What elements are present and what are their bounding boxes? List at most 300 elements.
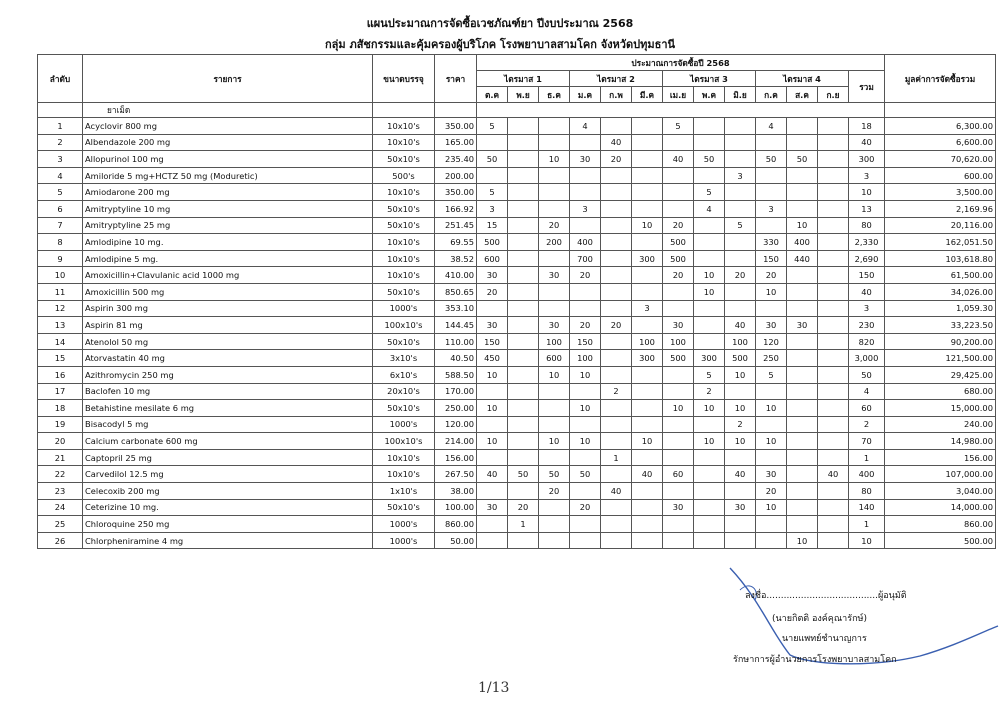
unit-price: 200.00 — [435, 167, 477, 184]
month-quantity — [601, 400, 632, 417]
pack-size: 10x10's — [373, 134, 435, 151]
total-value: 20,116.00 — [885, 217, 996, 234]
month-quantity — [818, 283, 849, 300]
month-quantity — [787, 416, 818, 433]
header-month: ก.ค — [756, 87, 787, 103]
month-quantity: 20 — [570, 317, 601, 334]
month-quantity — [818, 317, 849, 334]
month-quantity — [694, 466, 725, 483]
month-quantity: 100 — [663, 333, 694, 350]
month-quantity — [787, 499, 818, 516]
month-quantity — [694, 449, 725, 466]
month-quantity — [756, 217, 787, 234]
total-value: 29,425.00 — [885, 366, 996, 383]
month-quantity — [508, 184, 539, 201]
month-quantity — [725, 283, 756, 300]
month-quantity: 100 — [725, 333, 756, 350]
month-quantity — [601, 499, 632, 516]
table-row — [38, 400, 996, 417]
total-quantity: 40 — [849, 283, 885, 300]
month-quantity: 10 — [632, 433, 663, 450]
month-quantity — [570, 516, 601, 533]
drug-name: Albendazole 200 mg — [83, 134, 373, 151]
drug-name: Betahistine mesilate 6 mg — [83, 400, 373, 417]
month-quantity — [818, 250, 849, 267]
unit-price: 40.50 — [435, 350, 477, 367]
row-number: 6 — [38, 200, 83, 217]
month-quantity — [694, 516, 725, 533]
header-month: พ.ย — [508, 87, 539, 103]
signer-acting-position: รักษาการผู้อำนวยการโรงพยาบาลสามโคก — [733, 655, 897, 665]
row-number: 11 — [38, 283, 83, 300]
drug-name: Amoxicillin 500 mg — [83, 283, 373, 300]
month-quantity: 3 — [632, 300, 663, 317]
header-month: ม.ค — [570, 87, 601, 103]
drug-name: Amoxicillin+Clavulanic acid 1000 mg — [83, 267, 373, 284]
total-value: 600.00 — [885, 167, 996, 184]
table-row — [38, 466, 996, 483]
month-quantity — [787, 118, 818, 135]
table-row — [38, 383, 996, 400]
month-quantity — [508, 134, 539, 151]
month-quantity — [787, 400, 818, 417]
month-quantity — [632, 449, 663, 466]
month-quantity: 3 — [570, 200, 601, 217]
header-price: ราคา — [435, 55, 477, 103]
month-quantity: 5 — [477, 118, 508, 135]
month-quantity: 20 — [477, 283, 508, 300]
month-quantity: 10 — [725, 366, 756, 383]
total-value: 90,200.00 — [885, 333, 996, 350]
row-number: 17 — [38, 383, 83, 400]
month-quantity: 20 — [539, 217, 570, 234]
month-quantity: 150 — [477, 333, 508, 350]
month-quantity — [632, 366, 663, 383]
month-quantity — [632, 283, 663, 300]
month-quantity — [477, 483, 508, 500]
table-row — [38, 250, 996, 267]
month-quantity — [725, 516, 756, 533]
total-quantity: 60 — [849, 400, 885, 417]
unit-price: 251.45 — [435, 217, 477, 234]
month-quantity — [787, 167, 818, 184]
row-number: 4 — [38, 167, 83, 184]
drug-name: Amlodipine 5 mg. — [83, 250, 373, 267]
month-quantity — [725, 449, 756, 466]
month-quantity: 30 — [756, 317, 787, 334]
pack-size: 50x10's — [373, 217, 435, 234]
month-quantity — [632, 483, 663, 500]
month-quantity — [508, 151, 539, 168]
unit-price: 350.00 — [435, 118, 477, 135]
total-value: 2,169.96 — [885, 200, 996, 217]
month-quantity — [818, 151, 849, 168]
month-quantity — [539, 400, 570, 417]
month-quantity — [818, 350, 849, 367]
month-quantity — [818, 267, 849, 284]
month-quantity — [539, 283, 570, 300]
signature-line: ลงชื่อ.......................................ผู้อนุมัติ — [745, 591, 907, 601]
month-quantity — [725, 250, 756, 267]
total-value: 34,026.00 — [885, 283, 996, 300]
month-quantity: 10 — [694, 283, 725, 300]
total-quantity: 2,330 — [849, 234, 885, 251]
month-quantity: 30 — [756, 466, 787, 483]
month-quantity — [508, 350, 539, 367]
unit-price: 250.00 — [435, 400, 477, 417]
month-quantity — [477, 416, 508, 433]
month-quantity: 500 — [663, 350, 694, 367]
month-quantity — [787, 267, 818, 284]
month-quantity — [477, 167, 508, 184]
month-quantity — [787, 449, 818, 466]
month-quantity — [818, 134, 849, 151]
row-number: 13 — [38, 317, 83, 334]
month-quantity — [632, 167, 663, 184]
month-quantity — [539, 416, 570, 433]
unit-price: 588.50 — [435, 366, 477, 383]
month-quantity — [787, 350, 818, 367]
month-quantity: 300 — [632, 250, 663, 267]
month-quantity: 10 — [756, 283, 787, 300]
table-row — [38, 200, 996, 217]
pack-size: 50x10's — [373, 151, 435, 168]
month-quantity — [818, 416, 849, 433]
drug-name: Aspirin 300 mg — [83, 300, 373, 317]
month-quantity: 600 — [539, 350, 570, 367]
month-quantity: 40 — [632, 466, 663, 483]
pack-size: 10x10's — [373, 466, 435, 483]
unit-price: 214.00 — [435, 433, 477, 450]
month-quantity — [477, 532, 508, 549]
month-quantity — [787, 134, 818, 151]
month-quantity — [818, 449, 849, 466]
month-quantity — [725, 200, 756, 217]
month-quantity — [508, 400, 539, 417]
month-quantity — [787, 516, 818, 533]
table-row — [38, 118, 996, 135]
header-quarter-1: ไตรมาส 1 — [477, 71, 570, 87]
unit-price: 50.00 — [435, 532, 477, 549]
pack-size: 20x10's — [373, 383, 435, 400]
month-quantity — [601, 167, 632, 184]
month-quantity — [539, 118, 570, 135]
total-quantity: 2,690 — [849, 250, 885, 267]
month-quantity: 10 — [756, 400, 787, 417]
month-quantity — [694, 483, 725, 500]
month-quantity: 10 — [756, 433, 787, 450]
month-quantity — [787, 184, 818, 201]
month-quantity — [663, 283, 694, 300]
month-quantity: 10 — [756, 499, 787, 516]
total-quantity: 3 — [849, 167, 885, 184]
month-quantity: 10 — [787, 217, 818, 234]
month-quantity — [663, 383, 694, 400]
month-quantity: 30 — [477, 317, 508, 334]
table-row — [38, 483, 996, 500]
row-number: 15 — [38, 350, 83, 367]
month-quantity — [663, 300, 694, 317]
drug-name: Atorvastatin 40 mg — [83, 350, 373, 367]
month-quantity — [818, 118, 849, 135]
row-number: 3 — [38, 151, 83, 168]
month-quantity — [725, 383, 756, 400]
total-quantity: 10 — [849, 532, 885, 549]
month-quantity — [601, 416, 632, 433]
month-quantity — [663, 483, 694, 500]
month-quantity: 20 — [601, 317, 632, 334]
month-quantity — [477, 383, 508, 400]
month-quantity — [694, 333, 725, 350]
month-quantity — [818, 217, 849, 234]
month-quantity — [539, 449, 570, 466]
month-quantity: 50 — [756, 151, 787, 168]
row-number: 2 — [38, 134, 83, 151]
pack-size: 10x10's — [373, 118, 435, 135]
month-quantity: 10 — [725, 433, 756, 450]
month-quantity — [539, 300, 570, 317]
month-quantity: 20 — [663, 217, 694, 234]
total-quantity: 230 — [849, 317, 885, 334]
total-quantity: 400 — [849, 466, 885, 483]
month-quantity — [818, 200, 849, 217]
total-value: 3,500.00 — [885, 184, 996, 201]
month-quantity: 300 — [632, 350, 663, 367]
month-quantity — [725, 483, 756, 500]
pack-size: 50x10's — [373, 283, 435, 300]
unit-price: 353.10 — [435, 300, 477, 317]
total-value: 1,059.30 — [885, 300, 996, 317]
table-row — [38, 134, 996, 151]
month-quantity — [477, 516, 508, 533]
month-quantity — [477, 300, 508, 317]
month-quantity: 700 — [570, 250, 601, 267]
month-quantity — [694, 118, 725, 135]
month-quantity — [818, 300, 849, 317]
total-value: 15,000.00 — [885, 400, 996, 417]
month-quantity — [694, 416, 725, 433]
month-quantity: 50 — [570, 466, 601, 483]
total-value: 70,620.00 — [885, 151, 996, 168]
month-quantity — [694, 217, 725, 234]
signer-title: นายแพทย์ชำนาญการ — [782, 634, 867, 644]
month-quantity — [508, 267, 539, 284]
month-quantity — [756, 516, 787, 533]
month-quantity: 10 — [787, 532, 818, 549]
month-quantity — [570, 134, 601, 151]
table-row — [38, 300, 996, 317]
header-quarter-4: ไตรมาส 4 — [756, 71, 849, 87]
unit-price: 110.00 — [435, 333, 477, 350]
month-quantity — [663, 366, 694, 383]
month-quantity: 40 — [601, 134, 632, 151]
month-quantity: 10 — [477, 433, 508, 450]
pack-size: 10x10's — [373, 449, 435, 466]
drug-name: Captopril 25 mg — [83, 449, 373, 466]
header-month: ต.ค — [477, 87, 508, 103]
month-quantity — [818, 499, 849, 516]
month-quantity: 10 — [539, 366, 570, 383]
month-quantity — [663, 184, 694, 201]
month-quantity — [508, 217, 539, 234]
month-quantity — [663, 449, 694, 466]
total-value: 14,980.00 — [885, 433, 996, 450]
month-quantity — [787, 333, 818, 350]
month-quantity: 20 — [601, 151, 632, 168]
drug-name: Acyclovir 800 mg — [83, 118, 373, 135]
total-value: 14,000.00 — [885, 499, 996, 516]
month-quantity: 5 — [663, 118, 694, 135]
drug-name: Azithromycin 250 mg — [83, 366, 373, 383]
month-quantity — [570, 283, 601, 300]
month-quantity — [508, 250, 539, 267]
row-number: 8 — [38, 234, 83, 251]
month-quantity — [632, 516, 663, 533]
month-quantity — [663, 532, 694, 549]
month-quantity: 2 — [601, 383, 632, 400]
month-quantity — [694, 300, 725, 317]
row-number: 1 — [38, 118, 83, 135]
month-quantity — [601, 466, 632, 483]
month-quantity: 500 — [663, 234, 694, 251]
month-quantity — [694, 167, 725, 184]
total-quantity: 2 — [849, 416, 885, 433]
month-quantity — [787, 366, 818, 383]
month-quantity: 40 — [725, 317, 756, 334]
month-quantity: 20 — [570, 267, 601, 284]
month-quantity: 3 — [756, 200, 787, 217]
month-quantity: 300 — [694, 350, 725, 367]
unit-price: 170.00 — [435, 383, 477, 400]
header-pack: ขนาดบรรจุ — [373, 55, 435, 103]
month-quantity — [539, 200, 570, 217]
month-quantity — [508, 383, 539, 400]
pack-size: 10x10's — [373, 184, 435, 201]
month-quantity — [663, 167, 694, 184]
month-quantity — [508, 416, 539, 433]
month-quantity: 15 — [477, 217, 508, 234]
month-quantity: 30 — [477, 267, 508, 284]
month-quantity: 400 — [570, 234, 601, 251]
drug-name: Amiodarone 200 mg — [83, 184, 373, 201]
pack-size: 50x10's — [373, 400, 435, 417]
month-quantity — [632, 383, 663, 400]
page-number: 1/13 — [478, 680, 510, 696]
month-quantity — [663, 416, 694, 433]
month-quantity — [570, 167, 601, 184]
drug-name: Ceterizine 10 mg. — [83, 499, 373, 516]
pack-size: 500's — [373, 167, 435, 184]
month-quantity: 10 — [663, 400, 694, 417]
month-quantity — [601, 516, 632, 533]
month-quantity: 30 — [663, 317, 694, 334]
row-number: 23 — [38, 483, 83, 500]
month-quantity — [508, 433, 539, 450]
month-quantity — [508, 283, 539, 300]
month-quantity — [632, 200, 663, 217]
month-quantity — [725, 118, 756, 135]
total-quantity: 10 — [849, 184, 885, 201]
month-quantity — [601, 350, 632, 367]
table-row — [38, 234, 996, 251]
month-quantity — [601, 366, 632, 383]
month-quantity — [539, 532, 570, 549]
month-quantity — [601, 118, 632, 135]
total-value: 500.00 — [885, 532, 996, 549]
drug-name: Baclofen 10 mg — [83, 383, 373, 400]
month-quantity — [508, 333, 539, 350]
month-quantity — [601, 200, 632, 217]
pack-size: 50x10's — [373, 200, 435, 217]
month-quantity: 3 — [477, 200, 508, 217]
total-quantity: 4 — [849, 383, 885, 400]
month-quantity — [818, 234, 849, 251]
table-row — [38, 532, 996, 549]
table-row — [38, 317, 996, 334]
month-quantity: 30 — [477, 499, 508, 516]
month-quantity — [632, 134, 663, 151]
row-number: 24 — [38, 499, 83, 516]
row-number: 16 — [38, 366, 83, 383]
month-quantity — [725, 134, 756, 151]
pack-size: 1x10's — [373, 483, 435, 500]
total-quantity: 70 — [849, 433, 885, 450]
drug-name: Amlodipine 10 mg. — [83, 234, 373, 251]
month-quantity — [601, 283, 632, 300]
total-quantity: 820 — [849, 333, 885, 350]
header-month: ก.ย — [818, 87, 849, 103]
month-quantity: 10 — [694, 267, 725, 284]
month-quantity — [539, 167, 570, 184]
month-quantity — [632, 499, 663, 516]
month-quantity: 20 — [756, 267, 787, 284]
month-quantity: 40 — [601, 483, 632, 500]
month-quantity — [632, 532, 663, 549]
month-quantity — [601, 300, 632, 317]
total-value: 860.00 — [885, 516, 996, 533]
month-quantity — [508, 532, 539, 549]
unit-price: 267.50 — [435, 466, 477, 483]
month-quantity: 2 — [725, 416, 756, 433]
total-quantity: 300 — [849, 151, 885, 168]
month-quantity: 200 — [539, 234, 570, 251]
month-quantity — [663, 200, 694, 217]
month-quantity: 10 — [477, 366, 508, 383]
month-quantity: 30 — [663, 499, 694, 516]
pack-size: 1000's — [373, 516, 435, 533]
month-quantity — [818, 333, 849, 350]
header-month: มิ.ย — [725, 87, 756, 103]
drug-name: Carvedilol 12.5 mg — [83, 466, 373, 483]
pack-size: 100x10's — [373, 433, 435, 450]
month-quantity — [756, 532, 787, 549]
month-quantity — [787, 200, 818, 217]
month-quantity — [539, 250, 570, 267]
month-quantity — [632, 267, 663, 284]
month-quantity: 5 — [694, 366, 725, 383]
month-quantity: 30 — [539, 317, 570, 334]
month-quantity: 10 — [539, 433, 570, 450]
month-quantity — [725, 234, 756, 251]
total-value: 121,500.00 — [885, 350, 996, 367]
table-row — [38, 366, 996, 383]
month-quantity — [539, 383, 570, 400]
header-month: มี.ค — [632, 87, 663, 103]
month-quantity — [818, 433, 849, 450]
month-quantity — [818, 532, 849, 549]
month-quantity — [818, 383, 849, 400]
month-quantity — [663, 433, 694, 450]
